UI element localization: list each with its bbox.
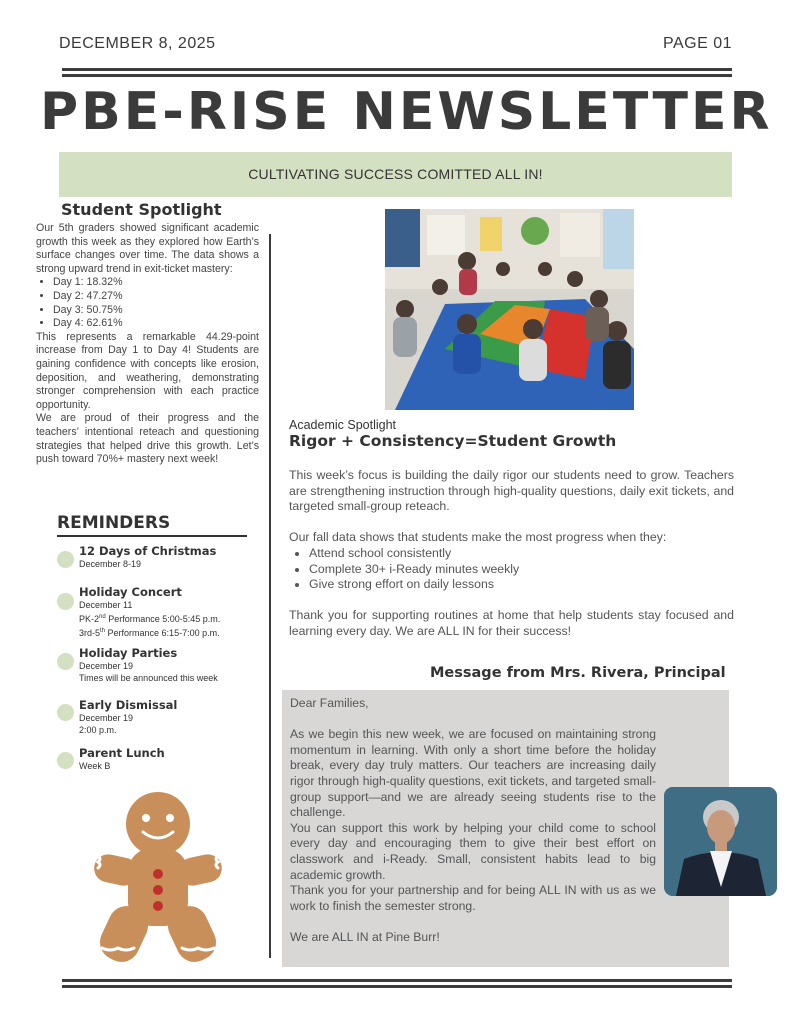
message-paragraph-2: You can support this work by helping your child come to school every day and encouraging them to give their best effort on classwork and i-Ready. Small, consistent habits lead to big academic growth. <box>290 820 656 882</box>
bottom-divider-2 <box>62 985 732 988</box>
list-item: • Attend school consistently <box>309 546 734 562</box>
bullet-dot-icon <box>57 704 74 721</box>
reminder-detail: December 11 <box>79 600 133 610</box>
academic-spotlight-body <box>289 468 734 640</box>
top-divider-2 <box>62 74 732 77</box>
reminder-title: Holiday Concert <box>79 585 182 599</box>
list-item: • Day 4: 62.61% <box>53 317 259 331</box>
reminder-title: 12 Days of Christmas <box>79 544 217 558</box>
newsletter-title: PBE-RISE NEWSLETTER <box>40 82 773 142</box>
reminder-detail: 3rd-5th Performance 6:15-7:00 p.m. <box>79 628 220 638</box>
bottom-divider <box>62 979 732 982</box>
reminder-detail: December 8-19 <box>79 559 142 569</box>
academic-spotlight-heading: Rigor + Consistency=Student Growth <box>289 432 617 450</box>
academic-spotlight-label: Academic Spotlight <box>289 418 397 432</box>
spotlight-day-list <box>53 276 259 330</box>
academic-bullet-list <box>309 546 734 593</box>
student-spotlight-heading: Student Spotlight <box>61 200 222 219</box>
academic-paragraph-1: This week’s focus is building the daily rigor our students need to grow. Teachers are strengthening instruction through high-quality questions, daily exit tickets, and targeted small-group reteach. <box>289 468 734 514</box>
top-divider <box>62 68 732 71</box>
bullet-dot-icon <box>57 551 74 568</box>
reminders-heading: REMINDERS <box>57 513 171 533</box>
reminder-detail: December 19 <box>79 661 134 671</box>
reminder-title: Early Dismissal <box>79 698 178 712</box>
page-number: PAGE 01 <box>662 35 732 52</box>
tagline-banner: CULTIVATING SUCCESS COMITTED ALL IN! <box>59 152 732 197</box>
bullet-dot-icon <box>57 752 74 769</box>
list-item: • Day 1: 18.32% <box>53 276 259 290</box>
list-item: • Day 3: 50.75% <box>53 304 259 318</box>
reminder-detail: Times will be announced this week <box>79 673 218 683</box>
spotlight-paragraph-2: This represents a remarkable 44.29-point increase from Day 1 to Day 4! Students are gaining confidence with concepts like erosion, deposition, and weathering, demonstrating stronger comprehension with each practice opportunity. <box>36 330 259 411</box>
student-spotlight-body <box>36 222 259 467</box>
spotlight-intro: Our 5th graders showed significant academic growth this week as they explored how Earth’s surface changes over time. The data shows a strong upward trend in exit-ticket mastery: <box>36 222 259 275</box>
message-paragraph-3: Thank you for your partnership and for being ALL IN with us as we work to finish the semester strong. <box>290 883 656 913</box>
reminders-underline <box>57 535 247 537</box>
spotlight-paragraph-3: We are proud of their progress and the teachers’ intentional reteach and questioning strategies that helped drive this growth. Let’s push toward 70%+ mastery next week! <box>36 412 259 466</box>
message-closing: We are ALL IN at Pine Burr! <box>290 929 440 944</box>
bullet-dot-icon <box>57 593 74 610</box>
list-item: • Complete 30+ i-Ready minutes weekly <box>309 562 734 578</box>
reminder-detail: Week B <box>79 761 111 771</box>
reminder-detail: 2:00 p.m. <box>79 725 117 735</box>
classroom-photo <box>385 209 634 410</box>
reminder-detail: PK-2nd Performance 5:00-5:45 p.m. <box>79 614 221 624</box>
bullet-dot-icon <box>57 653 74 670</box>
message-paragraph-1: As we begin this new week, we are focused on maintaining strong momentum in learning. With only a short time before the holiday break, every day truly matters. Our teachers are increasing daily rigor through high-quality questions, exit tickets, and targeted small-group support—and we are already seeing students rise to the challenge. <box>290 727 656 820</box>
gingerbread-man-icon <box>88 790 228 970</box>
principal-portrait <box>664 787 777 896</box>
issue-date: DECEMBER 8, 2025 <box>59 35 216 52</box>
principal-message-text <box>290 696 656 946</box>
message-greeting: Dear Families, <box>290 696 369 710</box>
academic-paragraph-3: Thank you for supporting routines at home that help students stay focused and learning every day. We are ALL IN for their success! <box>289 608 734 638</box>
list-item: • Give strong effort on daily lessons <box>309 577 734 593</box>
reminder-title: Parent Lunch <box>79 746 165 760</box>
principal-message-heading: Message from Mrs. Rivera, Principal <box>430 665 726 681</box>
list-item: • Day 2: 47.27% <box>53 290 259 304</box>
column-divider <box>269 234 271 958</box>
reminder-title: Holiday Parties <box>79 646 178 660</box>
reminder-detail: December 19 <box>79 713 134 723</box>
academic-paragraph-2: Our fall data shows that students make the most progress when they: <box>289 530 667 545</box>
